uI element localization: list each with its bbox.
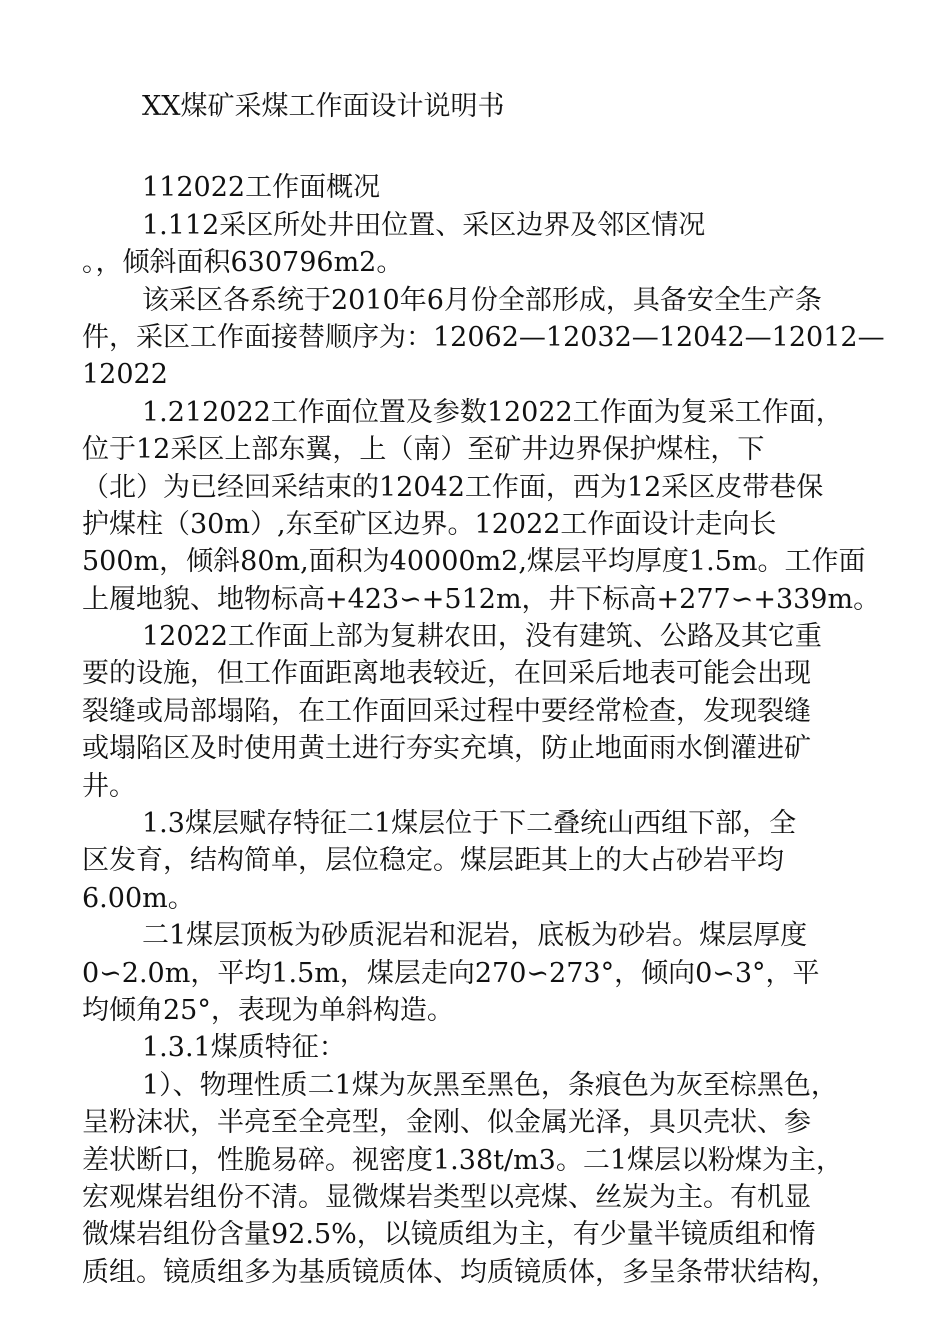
text-line: 护煤柱（30m）,东至矿区边界。12022工作面设计走向长 <box>82 508 777 540</box>
text-line: 1.212022工作面位置及参数12022工作面为复采工作面， <box>142 396 843 428</box>
document-body <box>82 88 885 1291</box>
text-line: 该采区各系统于2010年6月份全部形成，具备安全生产条 <box>142 284 822 316</box>
text-line: 0∽2.0m，平均1.5m，煤层走向270∽273°，倾向0∽3°，平 <box>82 957 820 989</box>
text-line: 差状断口，性脆易碎。视密度1.38t/m3。二1煤层以粉煤为主， <box>82 1144 844 1176</box>
text-line: 1）、物理性质二1煤为灰黑至黑色，条痕色为灰至棕黑色， <box>142 1069 838 1101</box>
text-line: 1.112采区所处井田位置、采区边界及邻区情况 <box>142 209 706 241</box>
text-line: 6.00m。 <box>82 882 195 914</box>
text-line: 1.3.1煤质特征： <box>142 1032 346 1064</box>
text-line: 二1煤层顶板为砂质泥岩和泥岩，底板为砂岩。煤层厚度 <box>142 920 808 952</box>
text-line: 井。 <box>82 770 136 802</box>
text-line: 12022工作面上部为复耕农田，没有建筑、公路及其它重 <box>142 621 822 653</box>
text-line: （北）为已经回采结束的12042工作面，西为12采区皮带巷保 <box>82 471 824 503</box>
text-line: 件，采区工作面接替顺序为：12062—12032—12042—12012— <box>82 321 885 353</box>
text-line: 或塌陷区及时使用黄土进行夯实充填，防止地面雨水倒灌进矿 <box>82 733 811 765</box>
text-line: 宏观煤岩组份不清。显微煤岩类型以亮煤、丝炭为主。有机显 <box>82 1181 811 1213</box>
text-line: 。，倾斜面积630796m2。 <box>82 247 404 279</box>
title-spacer <box>82 125 882 169</box>
text-line: 位于12采区上部东翼，上（南）至矿井边界保护煤柱，下 <box>82 434 765 466</box>
body-lines <box>82 207 885 1291</box>
text-line: 区发育，结构简单，层位稳定。煤层距其上的大占砂岩平均 <box>82 845 784 877</box>
text-line: 微煤岩组份含量92.5%，以镜质组为主，有少量半镜质组和惰 <box>82 1219 816 1251</box>
text-line: 1.3煤层赋存特征二1煤层位于下二叠统山西组下部，全 <box>142 808 797 840</box>
text-line: 要的设施，但工作面距离地表较近，在回采后地表可能会出现 <box>82 658 811 690</box>
text-line: 呈粉沫状，半亮至全亮型，金刚、似金属光泽，具贝壳状、参 <box>82 1107 811 1139</box>
text-line: 500m，倾斜80m,面积为40000m2,煤层平均厚度1.5m。工作面 <box>82 546 866 578</box>
document-title: XX煤矿采煤工作面设计说明书 <box>142 91 505 122</box>
section-heading: 112022工作面概况 <box>142 172 381 204</box>
text-line: 上履地貌、地物标高+423∽+512m，井下标高+277∽+339m。 <box>82 583 881 615</box>
text-line: 裂缝或局部塌陷，在工作面回采过程中要经常检查，发现裂缝 <box>82 695 811 727</box>
text-line: 均倾角25°，表现为单斜构造。 <box>82 994 454 1026</box>
text-line: 12022 <box>82 359 168 391</box>
text-line: 质组。镜质组多为基质镜质体、均质镜质体，多呈条带状结构， <box>82 1256 838 1288</box>
